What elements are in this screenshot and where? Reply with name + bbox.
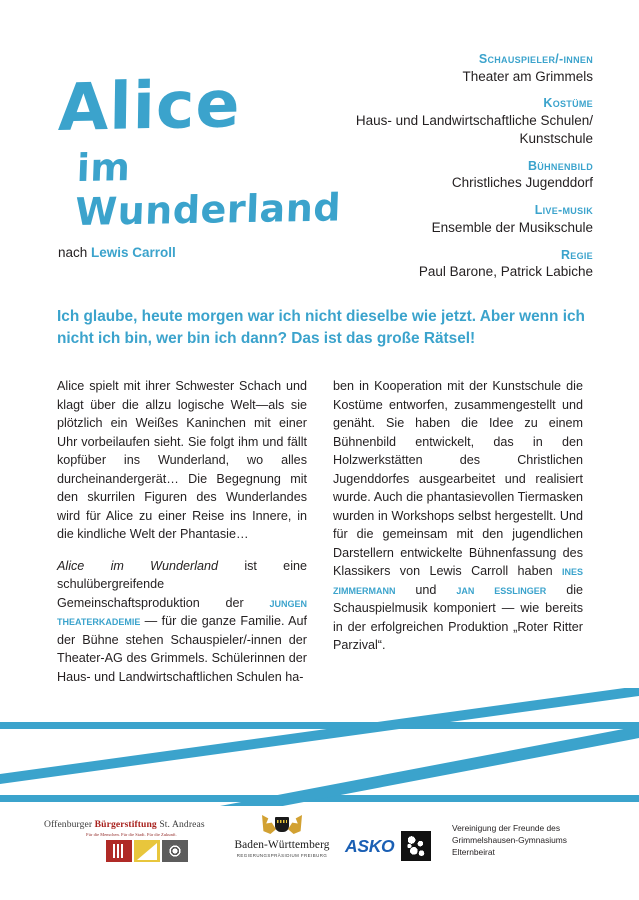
body-column-left [57, 377, 307, 686]
logo-buergerstiftung [44, 819, 219, 862]
pull-quote: Ich glaube, heute morgen war ich nicht dieselbe wie jetzt. Aber wenn ich nicht ich bin, wer bin ich dann? Das ist das große Rätsel! [57, 308, 585, 347]
stripe-graphic [0, 688, 639, 806]
logo-vereinigung [452, 823, 632, 859]
paragraph [57, 557, 307, 687]
stripe-horizontal-top [0, 722, 639, 729]
credit-value: Theater am Grimmels [462, 68, 593, 84]
deer-right-icon [288, 815, 302, 834]
byline [58, 245, 176, 260]
credit-item [293, 159, 593, 192]
verein-line-3: Elternbeirat [452, 846, 495, 857]
shield-icon [275, 817, 289, 832]
credit-role: Schauspieler/-innen [478, 52, 593, 66]
work-title: Alice im Wunderland [57, 558, 219, 573]
highlight-ines-zimmermann: ines zimmermann [333, 564, 583, 597]
page-subtitle: im Wunderland [74, 144, 342, 234]
paragraph-text: die Schauspielmusik komponiert — wie bereits in der erfolgreichen Produktion „Roter Ritter Parzival“. [333, 582, 584, 652]
highlight-theaterakademie: jungen theaterkademie [57, 595, 307, 628]
credit-role: Regie [560, 247, 593, 262]
deer-left-icon [262, 815, 276, 834]
credit-item [293, 52, 593, 85]
paragraph [333, 377, 583, 655]
byline-author: Lewis Carroll [91, 245, 176, 260]
credit-item [293, 203, 593, 236]
credit-value: Christliches Jugenddorf [451, 175, 593, 191]
credit-role: Live-musik [534, 203, 593, 218]
hand-mark-icon [106, 840, 132, 862]
credit-value: Paul Barone, Patrick Labiche [418, 264, 593, 280]
paragraph-text: ben in Kooperation mit der Kunstschule die Kostüme entworfen, zusammengestellt und genäht. Sie haben die Idee zu einem Bühnenbild entwickelt, das in den Holzwerkstätten des Christlichen Jugenddorfes ausgearbeitet und realisiert wurde. Auch die phantasievollen Tiermasken wurden in Workshops selbst hergestellt. Und für die gemeinsam mit den jugendlichen Darstellern entwickelte Bühnenfassung des Klassikers von Lewis Carroll haben [333, 379, 583, 578]
body-column-right [333, 377, 583, 686]
bs-word3: St. Andreas [156, 819, 205, 830]
crest-icon [260, 814, 304, 836]
credits-list [293, 52, 593, 292]
highlight-jan-esslinger: jan esslinger [456, 582, 547, 597]
bs-word1: Offenburger [44, 819, 95, 830]
stripe-diagonal-upper [0, 688, 639, 784]
poster-header [0, 0, 639, 290]
logo-baden-wuerttemberg [228, 814, 336, 858]
body-columns [57, 377, 584, 686]
byline-prefix: nach [58, 245, 92, 260]
paragraph: Alice spielt mit ihrer Schwester Schach und klagt über die allzu logische Welt—als sie plötzlich ein Weißes Kaninchen mit einer Uhr vorbeilaufen sieht. Sie folgt ihm und fällt kopfüber ins Wunderland, wo alles durcheinandergerät… Die Begegnung mit den skurrilen Figuren des Wunderlandes wird für Alice zu einer Reise ins Innere, in die kindliche Welt der Phantasie… [57, 379, 307, 541]
paragraph-text: ist eine schulübergreifende Gemeinschaftsproduktion der [57, 558, 307, 610]
credit-value: Ensemble der Musikschule [431, 219, 593, 235]
logo-asko [345, 831, 431, 861]
buergerstiftung-name [44, 819, 219, 830]
page-title: Alice [57, 67, 242, 146]
buergerstiftung-marks [106, 840, 219, 862]
credit-role: Bühnenbild [527, 158, 593, 173]
bw-subtitle: REGIERUNGSPRÄSIDIUM FREIBURG [236, 853, 328, 858]
paragraph-text: und [395, 582, 457, 597]
decorative-stripe-band [0, 688, 639, 806]
credit-item [293, 96, 593, 147]
triangle-mark-icon [134, 840, 160, 862]
bs-word2: Bürgerstiftung [94, 819, 157, 830]
paragraph-text: — für die ganze Familie. Auf der Bühne stehen Schauspieler/-innen der Theater-AG des Grimmels. Schülerinnen der Haus- und Landwirtschaftlichen Schulen ha- [57, 614, 307, 684]
buergerstiftung-tagline: Für die Menschen. Für die Stadt. Für die Zukunft. [86, 832, 177, 837]
verein-line-2: Grimmelshausen-Gymnasiums [452, 834, 567, 845]
sun-mark-icon [162, 840, 188, 862]
asko-wordmark: ASKO [345, 835, 395, 856]
credit-item [293, 248, 593, 281]
bw-name: Baden-Württemberg [234, 839, 330, 851]
footer-logos [0, 810, 639, 900]
verein-line-1: Vereinigung der Freunde des [452, 823, 561, 833]
credit-value: Haus- und Landwirtschaftliche Schulen/ Kunstschule [355, 113, 593, 146]
credit-role: Kostüme [543, 96, 593, 111]
asko-puzzle-icon [401, 831, 431, 861]
